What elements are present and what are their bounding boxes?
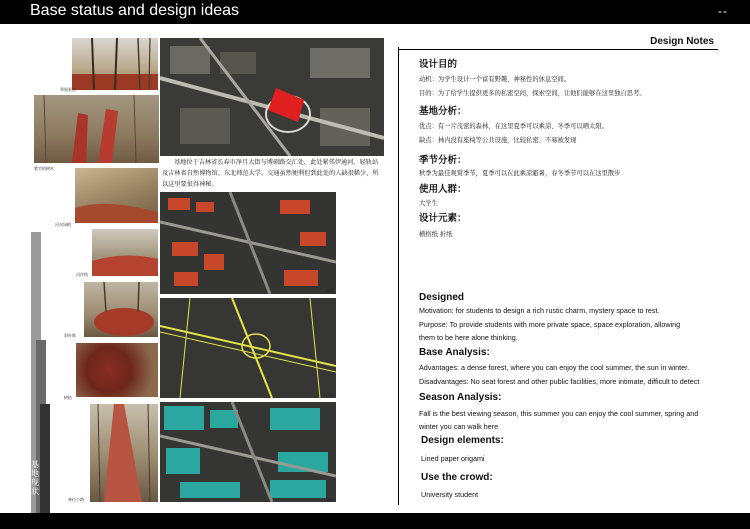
en-crowd-line1: University student (421, 490, 479, 499)
photo-path-art (90, 404, 158, 502)
cn-crowd-line1: 大学生 (419, 200, 438, 207)
map-roads-art (160, 298, 336, 398)
photo-trees-top (72, 38, 158, 90)
photo-red-stumps-art (34, 95, 159, 163)
photo-leaf-pile-art (84, 282, 158, 337)
map-aerial-main (160, 38, 384, 156)
caption-4: 河岸线 (76, 272, 88, 277)
cn-analysis-title: 基地分析： (419, 106, 467, 117)
en-designed-title: Designed (419, 292, 465, 303)
photo-red-stumps (34, 95, 159, 163)
cn-goal-line1: 动机：为学生设计一个富有野趣、神秘性的休息空间。 (419, 76, 571, 83)
caption-5: 斜叶堆 (64, 333, 76, 338)
cn-analysis-line1: 优点：有一片茂密的森林，在这里夏季可以乘凉、冬季可以晒太阳。 (419, 123, 608, 130)
photo-trees-top-art (72, 38, 158, 90)
photo-riverside-art (92, 229, 158, 276)
cn-season-line1: 秋季为最佳观赏季节，夏季可以在此乘凉避暑，春冬季节可以在这里散步 (419, 170, 621, 177)
en-elements-title: Design elements: (421, 435, 504, 446)
cn-elements-title: 设计元素： (419, 213, 467, 224)
caption-6: 树枯 (64, 395, 72, 400)
map-label-roads: 道路 (326, 393, 334, 398)
cn-goal-title: 设计目的 (419, 59, 458, 70)
en-elements-line1: Lined paper origami (421, 454, 485, 463)
cn-elements-line1: 横格纸 折纸 (419, 231, 453, 238)
en-season-line2: winter you can walk here (419, 422, 499, 431)
cn-goal-line2: 目的：为了给学生提供更多的私密空间，探索空间，让他们能够在这里独自思考。 (419, 90, 646, 97)
cn-crowd-title: 使用人群： (419, 184, 467, 195)
footer-bar (0, 513, 750, 529)
photo-dry-grass (75, 168, 158, 223)
page-title: Base status and design ideas (30, 2, 240, 19)
cn-season-title: 季节分析： (419, 155, 467, 166)
map-green-art (160, 402, 336, 502)
en-base-line2: Disadvantages: No seat forest and other public facilities, more intimate, difficult to detect (419, 377, 700, 386)
photo-dry-grass-art (75, 168, 158, 223)
en-base-title: Base Analysis: (419, 347, 490, 358)
map-roads (160, 298, 336, 398)
map-label-green: 绿化 (326, 497, 334, 502)
en-designed-line1: Motivation: for students to design a rich rustic charm, mystery space to rest. (419, 306, 660, 315)
en-base-line1: Advantages: a dense forest, where you can enjoy the cool summer, the sun in winter. (419, 363, 690, 372)
site-description: 基地位于吉林省长春市净月大街与博硕路交汇处，此处紧邻伊通河、轻轨站及吉林省自然博物馆、东北师范大学。交通虽然便利但到此处的人缺很稀少，所以这里要很得神秘。 (162, 159, 379, 188)
photo-mulch (76, 343, 158, 397)
header-dash: -- (718, 4, 728, 18)
caption-3: 河水绿植 (55, 222, 71, 227)
en-designed-line3: them to be here alone thinking. (419, 333, 518, 342)
en-crowd-title: Use the crowd: (421, 472, 493, 483)
caption-1: 季间景点 (60, 87, 76, 92)
cn-analysis-line2: 缺点：林内没有座椅等公共设施，比较私密、不易被发现 (419, 137, 577, 144)
map-buildings-art (160, 192, 336, 294)
en-season-title: Season Analysis: (419, 392, 502, 403)
caption-2: 紫竹的树木 (34, 166, 54, 171)
side-label: 基地现状 (31, 460, 39, 496)
map-green (160, 402, 336, 502)
header-bar (0, 0, 750, 24)
en-season-line1: Fall is the best viewing season, this summer you can enjoy the cool summer, spring and (419, 409, 699, 418)
notes-title: Design Notes (650, 36, 714, 47)
photo-riverside (92, 229, 158, 276)
map-buildings (160, 192, 336, 294)
photo-path (90, 404, 158, 502)
en-designed-line2: Purpose: To provide students with more private space, space exploration, allowing (419, 320, 681, 329)
caption-7: 林径小路 (68, 497, 84, 502)
grey-bar-3 (40, 404, 50, 513)
map-aerial-main-art (160, 38, 384, 156)
map-label-buildings: 建筑 (326, 288, 334, 293)
notes-header (398, 36, 718, 50)
photo-leaf-pile (84, 282, 158, 337)
notes-divider (398, 47, 399, 505)
